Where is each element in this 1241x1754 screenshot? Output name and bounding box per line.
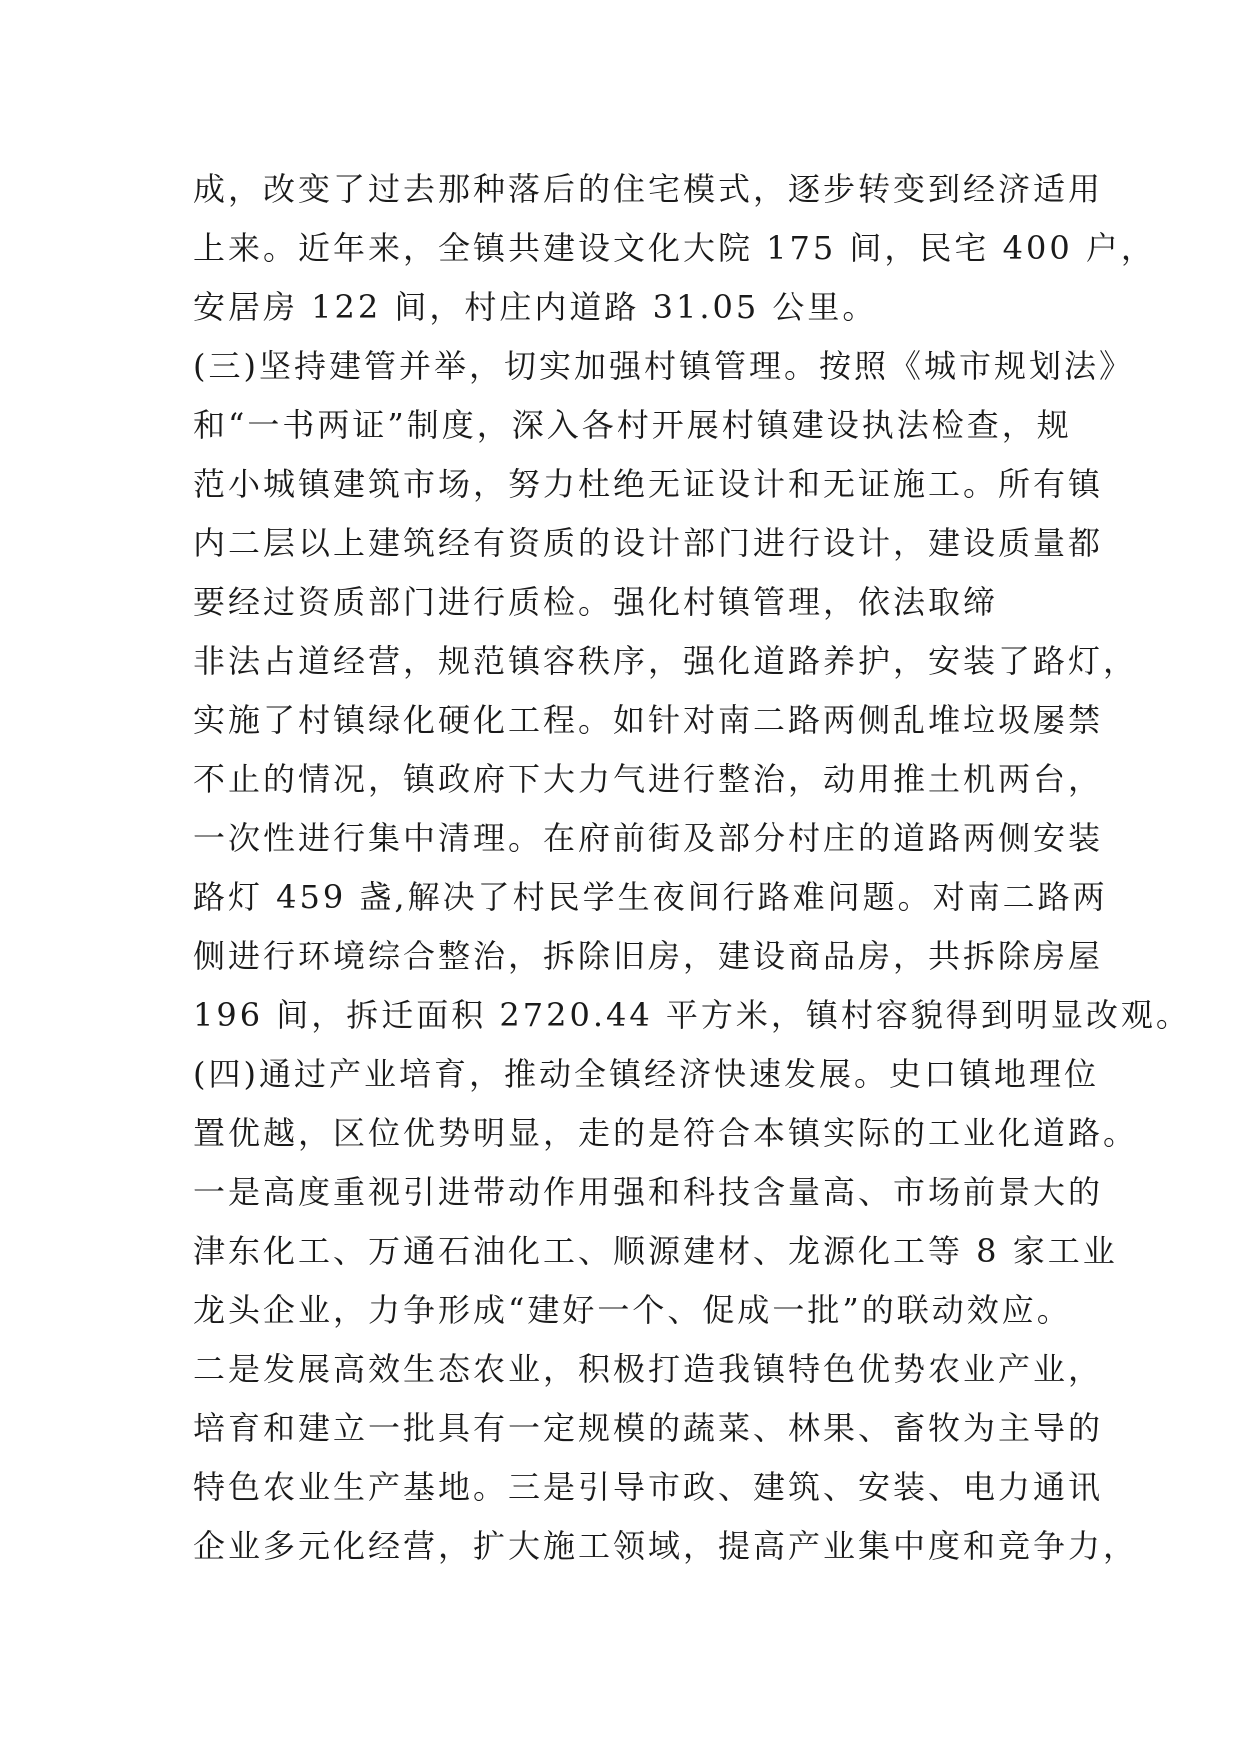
- text-line: 上来。近年来，全镇共建设文化大院 175 间，民宅 400 户，: [193, 229, 1156, 267]
- text-line: 一是高度重视引进带动作用强和科技含量高、市场前景大的: [193, 1173, 1104, 1211]
- text-line: 特色农业生产基地。三是引导市政、建筑、安装、电力通讯: [193, 1468, 1104, 1506]
- text-line: 安居房 122 间，村庄内道路 31.05 公里。: [193, 288, 878, 326]
- document-body-text: [193, 160, 1191, 1576]
- section-heading-line: (三)坚持建管并举，切实加强村镇管理。按照《城市规划法》: [193, 347, 1134, 385]
- text-line: 要经过资质部门进行质检。强化村镇管理，依法取缔: [193, 583, 999, 621]
- text-line: 路灯 459 盏,解决了村民学生夜间行路难问题。对南二路两: [193, 878, 1108, 916]
- text-line: 非法占道经营，规范镇容秩序，强化道路养护，安装了路灯，: [193, 642, 1139, 680]
- text-line: 范小城镇建筑市场，努力杜绝无证设计和无证施工。所有镇: [193, 465, 1104, 503]
- text-line: 实施了村镇绿化硬化工程。如针对南二路两侧乱堆垃圾屡禁: [193, 701, 1104, 739]
- text-line: 置优越，区位优势明显，走的是符合本镇实际的工业化道路。: [193, 1114, 1139, 1152]
- text-line: 企业多元化经营，扩大施工领域，提高产业集中度和竞争力，: [193, 1527, 1139, 1565]
- text-line: 成，改变了过去那种落后的住宅模式，逐步转变到经济适用: [193, 170, 1104, 208]
- text-line: 津东化工、万通石油化工、顺源建材、龙源化工等 8 家工业: [193, 1232, 1118, 1270]
- text-line: 和“一书两证”制度，深入各村开展村镇建设执法检查，规: [193, 406, 1072, 444]
- text-line: 不止的情况，镇政府下大力气进行整治，动用推土机两台，: [193, 760, 1104, 798]
- section-heading-line: (四)通过产业培育，推动全镇经济快速发展。史口镇地理位: [193, 1055, 1099, 1093]
- text-line: 196 间，拆迁面积 2720.44 平方米，镇村容貌得到明显改观。: [193, 996, 1191, 1034]
- text-line: 龙头企业，力争形成“建好一个、促成一批”的联动效应。: [193, 1291, 1072, 1329]
- text-line: 培育和建立一批具有一定规模的蔬菜、林果、畜牧为主导的: [193, 1409, 1104, 1447]
- text-line: 一次性进行集中清理。在府前街及部分村庄的道路两侧安装: [193, 819, 1104, 857]
- text-line: 侧进行环境综合整治，拆除旧房，建设商品房，共拆除房屋: [193, 937, 1104, 975]
- text-line: 二是发展高效生态农业，积极打造我镇特色优势农业产业，: [193, 1350, 1104, 1388]
- text-line: 内二层以上建筑经有资质的设计部门进行设计，建设质量都: [193, 524, 1104, 562]
